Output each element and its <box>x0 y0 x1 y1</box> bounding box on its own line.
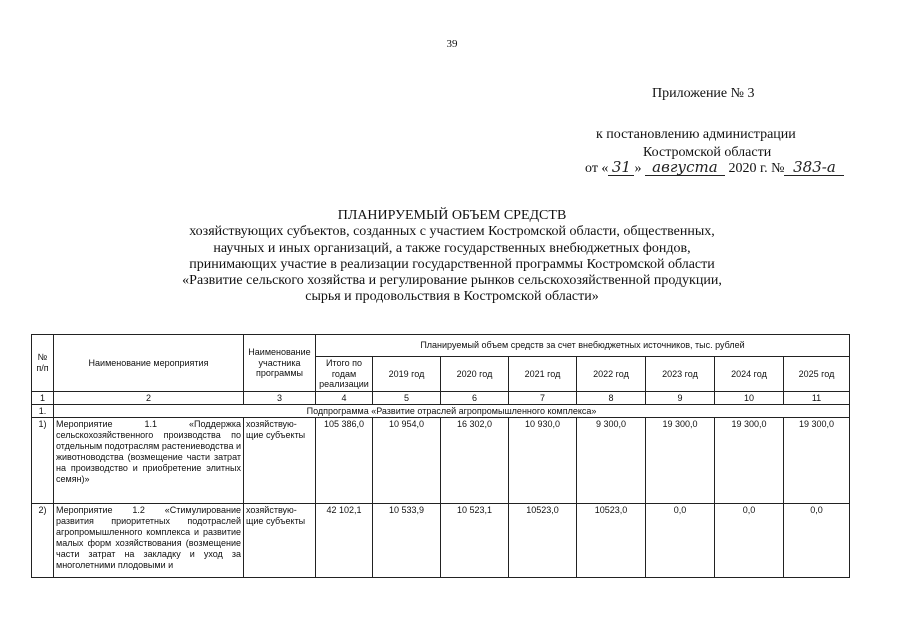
section-row <box>32 404 850 417</box>
budget-table <box>31 334 850 578</box>
title-line4: принимающих участие в реализации государственной программы Костромской области <box>189 256 715 272</box>
title-line3: научных и иных организаций, а также государственных внебюджетных фондов, <box>213 240 691 256</box>
index-cell: 9 <box>646 391 715 404</box>
index-cell: 1 <box>32 391 54 404</box>
participant: хозяйствую-щие субъекты <box>244 417 316 503</box>
year-value: 0,0 <box>784 503 850 577</box>
year-value: 10 523,1 <box>441 503 509 577</box>
table-row <box>32 503 850 577</box>
col-header-year: 2023 год <box>646 357 715 392</box>
title-line6: сырья и продовольствия в Костромской области» <box>305 289 599 305</box>
year-value: 10 930,0 <box>509 417 577 503</box>
index-cell: 2 <box>54 391 244 404</box>
participant: хозяйствую-щие субъекты <box>244 503 316 577</box>
index-cell: 10 <box>715 391 784 404</box>
title-line5: «Развитие сельского хозяйства и регулирование рынков сельскохозяйственной продукции, <box>182 273 722 289</box>
year-value: 10 954,0 <box>373 417 441 503</box>
document-title <box>0 208 904 306</box>
row-number: 1) <box>32 417 54 503</box>
appendix-title: Приложение № 3 <box>652 86 755 101</box>
year-value: 19 300,0 <box>715 417 784 503</box>
table-row <box>32 417 850 503</box>
resolution-line2: Костромской области <box>643 145 772 160</box>
year-value: 9 300,0 <box>577 417 646 503</box>
title-line1: ПЛАНИРУЕМЫЙ ОБЪЕМ СРЕДСТВ <box>337 208 567 223</box>
header-row-1 <box>32 335 850 357</box>
handwritten-number: 383-а <box>784 160 844 176</box>
col-header-year: 2025 год <box>784 357 850 392</box>
date-prefix: от « <box>585 161 609 176</box>
index-cell: 3 <box>244 391 316 404</box>
section-number: 1. <box>32 404 54 417</box>
index-cell: 11 <box>784 391 850 404</box>
year-value: 0,0 <box>646 503 715 577</box>
year-value: 0,0 <box>715 503 784 577</box>
index-cell: 8 <box>577 391 646 404</box>
activity-name: Мероприятие 1.2 «Стимулирование развития приоритетных подотраслей агропромышленного комплекса и развитие малых форм хозяйствования (возмещение части затрат на закладку и уход за многолетними плодовыми и <box>54 503 244 577</box>
date-year: 2020 г. № <box>728 161 785 176</box>
year-value: 19 300,0 <box>646 417 715 503</box>
year-value: 10523,0 <box>509 503 577 577</box>
section-title: Подпрограмма «Развитие отраслей агропромышленного комплекса» <box>54 404 850 417</box>
col-header-participant: Наименование участника программы <box>244 335 316 392</box>
col-header-year: 2021 год <box>509 357 577 392</box>
row-number: 2) <box>32 503 54 577</box>
col-header-num: № п/п <box>32 335 54 392</box>
index-cell: 5 <box>373 391 441 404</box>
resolution-line1: к постановлению администрации <box>596 127 796 142</box>
resolution-date <box>585 160 844 177</box>
activity-name: Мероприятие 1.1 «Поддержка сельскохозяйственного производства по отдельным подотраслям растениеводства и животноводства (возмещение части затрат на производство и приобретение элитных семян)» <box>54 417 244 503</box>
date-mid: » <box>634 161 642 176</box>
year-value: 10 533,9 <box>373 503 441 577</box>
col-header-total: Итого по годам реализации <box>316 357 373 392</box>
col-header-year: 2022 год <box>577 357 646 392</box>
page-number: 39 <box>446 38 458 50</box>
year-value: 19 300,0 <box>784 417 850 503</box>
total-value: 105 386,0 <box>316 417 373 503</box>
handwritten-month: августа <box>645 160 725 176</box>
col-header-year: 2024 год <box>715 357 784 392</box>
col-header-name: Наименование мероприятия <box>54 335 244 392</box>
title-line2: хозяйствующих субъектов, созданных с участием Костромской области, общественных, <box>189 224 715 240</box>
year-value: 16 302,0 <box>441 417 509 503</box>
index-cell: 4 <box>316 391 373 404</box>
total-value: 42 102,1 <box>316 503 373 577</box>
col-header-planned: Планируемый объем средств за счет внебюджетных источников, тыс. рублей <box>316 335 850 357</box>
col-header-year: 2020 год <box>441 357 509 392</box>
col-header-year: 2019 год <box>373 357 441 392</box>
index-cell: 7 <box>509 391 577 404</box>
index-row <box>32 391 850 404</box>
handwritten-day: 31 <box>608 160 634 176</box>
year-value: 10523,0 <box>577 503 646 577</box>
index-cell: 6 <box>441 391 509 404</box>
